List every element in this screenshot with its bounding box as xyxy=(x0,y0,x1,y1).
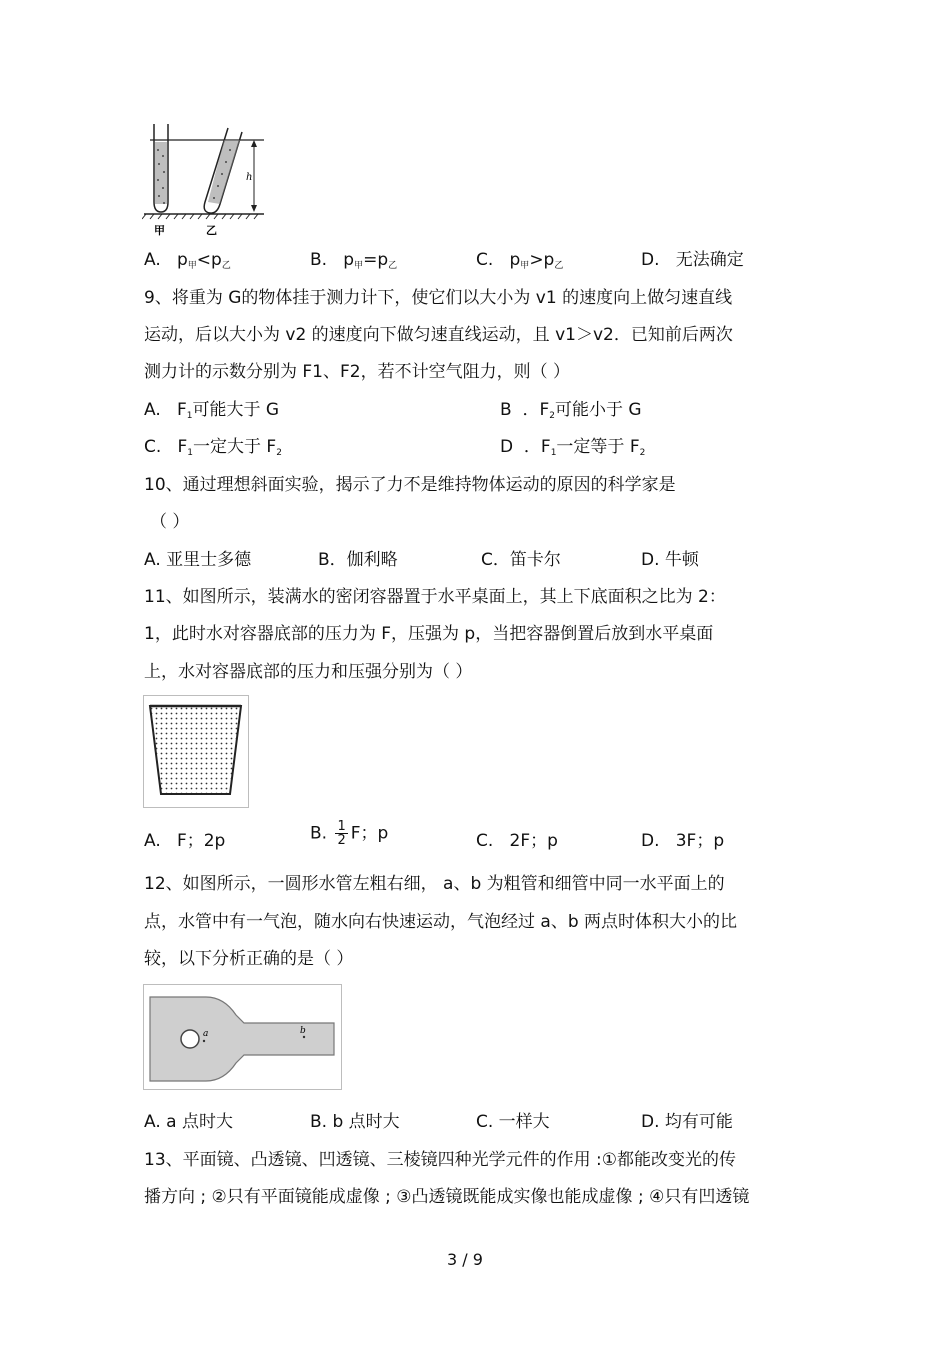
q10-line-1: 10、通过理想斜面实验，揭示了力不是维持物体运动的原因的科学家是 xyxy=(144,475,676,495)
q8-option-c: C. p甲>p乙 xyxy=(476,250,564,271)
q9-option-d: D ．F1一定等于 F2 xyxy=(500,437,646,458)
q9-option-b: B ．F2可能小于 G xyxy=(500,400,642,421)
page-number: 3 / 9 xyxy=(447,1250,483,1269)
q9-option-c: C. F1一定大于 F2 xyxy=(144,437,282,458)
q12-line-3: 较，以下分析正确的是（ ） xyxy=(144,949,354,969)
pipe-figure xyxy=(143,984,342,1090)
q11-line-3: 上，水对容器底部的压力和压强分别为（ ） xyxy=(144,662,473,682)
q8-option-b: B. p甲=p乙 xyxy=(310,250,398,271)
q12-option-b: B. b 点时大 xyxy=(310,1112,400,1132)
q10-option-c: C．笛卡尔 xyxy=(481,550,561,570)
q12-line-1: 12、如图所示，一圆形水管左粗右细， a、b 为粗管和细管中同一水平面上的 xyxy=(144,874,725,894)
q8-option-a: A. p甲<p乙 xyxy=(144,250,231,271)
point-a-label: a xyxy=(203,1029,209,1039)
air-bubble-icon xyxy=(181,1030,199,1048)
point-b-label: b xyxy=(300,1026,306,1036)
q9-line-3: 测力计的示数分别为 F1、F2，若不计空气阻力，则（ ） xyxy=(144,362,570,382)
q10-line-2: （ ） xyxy=(150,512,190,532)
q12-line-2: 点，水管中有一气泡，随水向右快速运动，气泡经过 a、b 两点时体积大小的比 xyxy=(144,912,738,932)
container-drawing xyxy=(144,696,248,807)
label-yi: 乙 xyxy=(206,224,217,237)
q9-line-2: 运动，后以大小为 v2 的速度向下做匀速直线运动，且 v1＞v2．已知前后两次 xyxy=(144,325,733,345)
height-label: h xyxy=(246,172,253,183)
test-tubes-figure xyxy=(142,120,268,238)
q11-line-2: 1，此时水对容器底部的压力为 F，压强为 p，当把容器倒置后放到水平桌面 xyxy=(144,624,714,644)
fraction: $\frac{1}{2}$ xyxy=(337,819,346,848)
q11-option-b: B. $\frac{1}{2}$ F；p xyxy=(310,819,389,848)
q12-option-a: A. a 点时大 xyxy=(144,1112,233,1132)
q11-option-a: A. F；2p xyxy=(144,831,226,851)
q12-option-d: D. 均有可能 xyxy=(641,1112,733,1132)
q11-option-d: D. 3F；p xyxy=(641,831,725,851)
q10-option-a: A. 亚里士多德 xyxy=(144,550,252,570)
q12-option-c: C. 一样大 xyxy=(476,1112,550,1132)
pipe-drawing xyxy=(144,985,341,1089)
q13-line-2: 播方向 ; ②只有平面镜能成虚像 ; ③凸透镜既能成实像也能成虚像 ; ④只有凹透镜 xyxy=(144,1187,750,1207)
q11-line-1: 11、如图所示，装满水的密闭容器置于水平桌面上，其上下底面积之比为 2： xyxy=(144,587,726,607)
q10-option-b: B．伽利略 xyxy=(318,550,398,570)
q13-line-1: 13、平面镜、凸透镜、凹透镜、三棱镜四种光学元件的作用 :①都能改变光的传 xyxy=(144,1150,737,1170)
q9-option-a: A. F1可能大于 G xyxy=(144,400,280,421)
label-jia: 甲 xyxy=(154,224,165,237)
q9-line-1: 9、将重为 G的物体挂于测力计下，使它们以大小为 v1 的速度向上做匀速直线 xyxy=(144,288,733,308)
q10-option-d: D. 牛顿 xyxy=(641,550,699,570)
container-figure xyxy=(143,695,249,808)
q8-option-d: D. 无法确定 xyxy=(641,250,744,270)
q11-option-c: C. 2F；p xyxy=(476,831,558,851)
